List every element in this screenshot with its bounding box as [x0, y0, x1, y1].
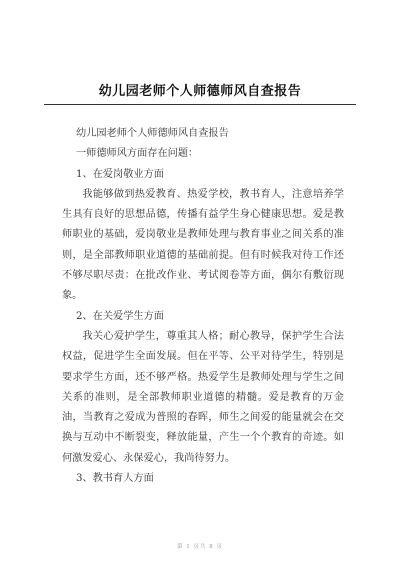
- subsection-heading-3: 3、教书育人方面: [76, 473, 154, 485]
- page-number: 第 1 页共 8 页: [177, 544, 223, 550]
- document-body: [62, 124, 344, 489]
- section-heading-problems: 一师德师风方面存在问题：: [76, 148, 199, 160]
- document-title: 幼儿园老师个人师德师风自查报告: [98, 84, 302, 99]
- subsection-heading-2: 2、在关爱学生方面: [76, 310, 164, 322]
- paragraph-1: 我能够做到热爱教育、热爱学校，教书育人，注意培养学生具有良好的思想品德，传播有益学生身心健康思想。爱是教师职业的基础，爱岗敬业是教师处理与教育事业之间关系的准则，是全部教师职业道德的基础前提。但有时候我对待工作还不够尽职尽责：在批改作业、考试阅卷等方面，偶尔有敷衍现象。: [62, 188, 344, 302]
- subsection-heading-1: 1、在爱岗敬业方面: [76, 168, 164, 180]
- paragraph-2: 我关心爱护学生，尊重其人格；耐心教导，保护学生合法权益，促进学生全面发展。但在平等、公平对待学生，特别是要求学生方面，还不够严格。热爱学生是教师处理与学生之间关系的准则，是全部教师职业道德的精髓。爱是教育的万金油，当教育之爱成为普照的春晖，师生之间爱的能量就会在交换与互动中不断裂变，释放能量，产生一个个教育的奇迹。如何激发爱心、永保爱心，我尚待努力。: [62, 330, 344, 464]
- intro-heading: 幼儿园老师个人师德师风自查报告: [76, 128, 229, 139]
- title-divider: [44, 104, 356, 105]
